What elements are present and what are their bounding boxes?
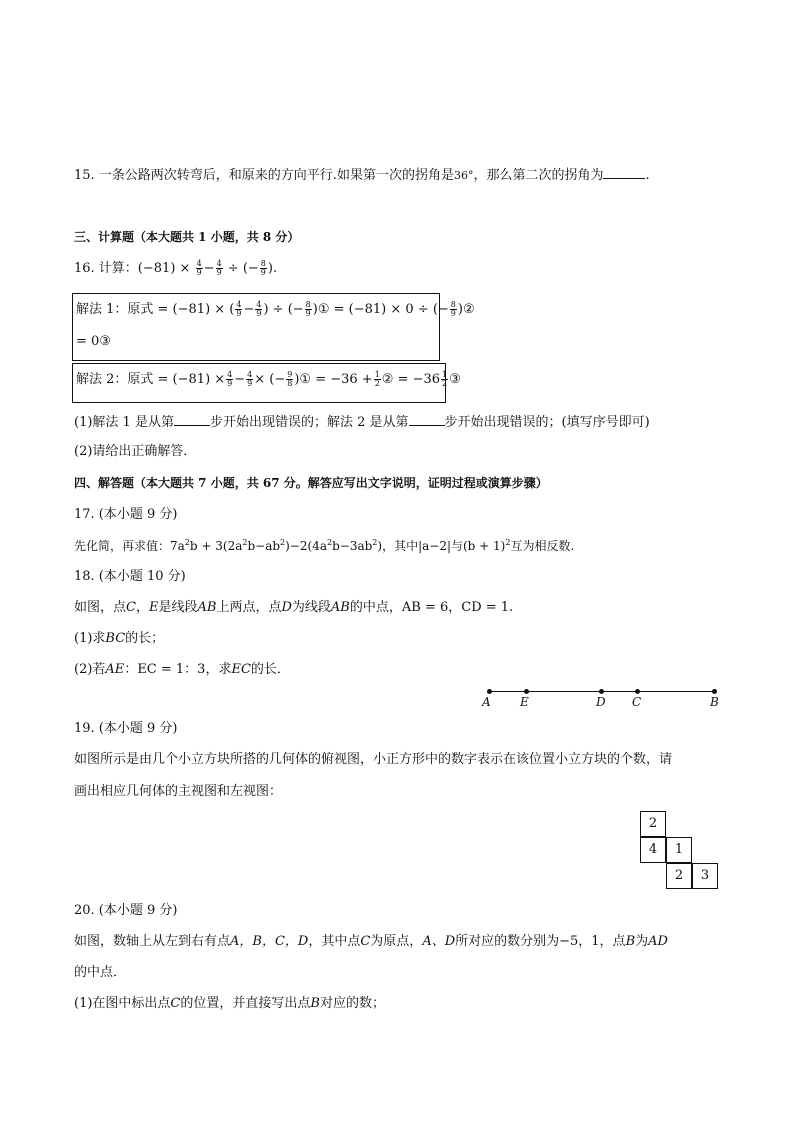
q16-title: 16. 计算：(−81) × $\frac{4}{9}$ − $\frac{4}{9}$ ÷ (− $\frac{8}{9}$ ). (74, 259, 278, 277)
grid-cell: 1 (666, 837, 692, 863)
grid-cell: 3 (692, 863, 718, 889)
label-a: A (482, 695, 491, 709)
label-e: E (520, 695, 529, 709)
fraction: $\frac{4}{9}$ (216, 259, 222, 277)
q17-body: 先化简，再求值：$7a^2b + 3(2a^2b-ab^2)-2(4a^2b-3ab^2)$，其中|a−2|与$(b + 1)^2$互为相反数. (74, 538, 575, 553)
point-b (712, 689, 717, 694)
q16-sub1: (1)解法 1 是从第 步开始出现错误的；解法 2 是从第 步开始出现错误的；(填写序号即可) (74, 415, 650, 430)
answer-blank[interactable] (409, 413, 445, 426)
q15-text: 15. 一条公路两次转弯后，和原来的方向平行.如果第一次的拐角是36°，那么第二次的拐角为 . (74, 168, 650, 183)
grid-cell: 2 (666, 863, 692, 889)
q18-sub2: (2)若AE：EC = 1：3，求EC的长． (74, 662, 290, 677)
q20-head: 20. (本小题 9 分) (74, 903, 178, 918)
q20-sub1: (1)在图中标出点C的位置，并直接写出点B对应的数； (74, 996, 385, 1011)
section4-heading: 四、解答题（本大题共 7 小题，共 67 分。解答应写出文字说明，证明过程或演算步骤） (74, 476, 548, 490)
fraction: $\frac{4}{9}$ (196, 259, 202, 277)
point-e (524, 689, 529, 694)
q19-body1: 如图所示是由几个小立方块所搭的几何体的俯视图，小正方形中的数字表示在该位置小立方块的个数，请 (74, 752, 673, 767)
fraction: $\frac{4}{9}$ (236, 300, 242, 318)
q18-body: 如图，点C，E是线段AB上两点，点D为线段AB的中点，AB = 6，CD = 1. (74, 600, 514, 615)
label-b: B (710, 695, 719, 709)
q20-body2: 的中点． (74, 965, 127, 980)
fraction: $\frac{9}{8}$ (287, 370, 293, 388)
method1-line1: 解法 1：原式 = (−81) × ( $\frac{4}{9}$ − $\frac{4}{9}$ ) ÷ (− $\frac{8}{9}$ )① = (−81) × 0 ÷ (− $\frac{8}{9}$ )② (76, 300, 475, 318)
fraction: $\frac{4}{9}$ (256, 300, 262, 318)
fraction: $\frac{8}{9}$ (450, 300, 456, 318)
section3-heading: 三、计算题（本大题共 1 小题，共 8 分） (74, 230, 300, 244)
q19-head: 19. (本小题 9 分) (74, 721, 178, 736)
label-c: C (632, 695, 642, 709)
fraction: $\frac{1}{2}$ (442, 370, 448, 388)
q16-sub2: (2)请给出正确解答． (74, 444, 197, 459)
grid-cell: 2 (640, 811, 666, 837)
label-d: D (596, 695, 606, 709)
angle-value: 36° (453, 169, 474, 182)
fraction: $\frac{4}{9}$ (247, 370, 253, 388)
q18-sub1: (1)求BC的长； (74, 631, 165, 646)
method2-line: 解法 2：原式 = (−81) × $\frac{4}{9}$ − $\frac{4}{9}$ × (− $\frac{9}{8}$ )① = −36 + $\frac{1}{2}$ ② = −36 $\frac{1}{2}$ ③ (76, 370, 461, 388)
q19-body2: 画出相应几何体的主视图和左视图： (74, 784, 283, 799)
fraction: $\frac{1}{2}$ (374, 370, 380, 388)
answer-blank[interactable] (603, 166, 645, 179)
answer-blank[interactable] (174, 413, 210, 426)
point-c (635, 689, 640, 694)
fraction: $\frac{8}{9}$ (260, 259, 266, 277)
q18-head: 18. (本小题 10 分) (74, 569, 186, 584)
grid-cell: 4 (640, 837, 666, 863)
fraction: $\frac{4}{9}$ (227, 370, 233, 388)
point-d (599, 689, 604, 694)
fraction: $\frac{8}{9}$ (305, 300, 311, 318)
q17-head: 17. (本小题 9 分) (74, 507, 178, 522)
point-a (487, 689, 492, 694)
q20-body1: 如图，数轴上从左到右有点A，B，C，D，其中点C为原点，A、D所对应的数分别为−5，1，点B为AD (74, 934, 668, 949)
method1-line2: = 0③ (76, 334, 111, 349)
